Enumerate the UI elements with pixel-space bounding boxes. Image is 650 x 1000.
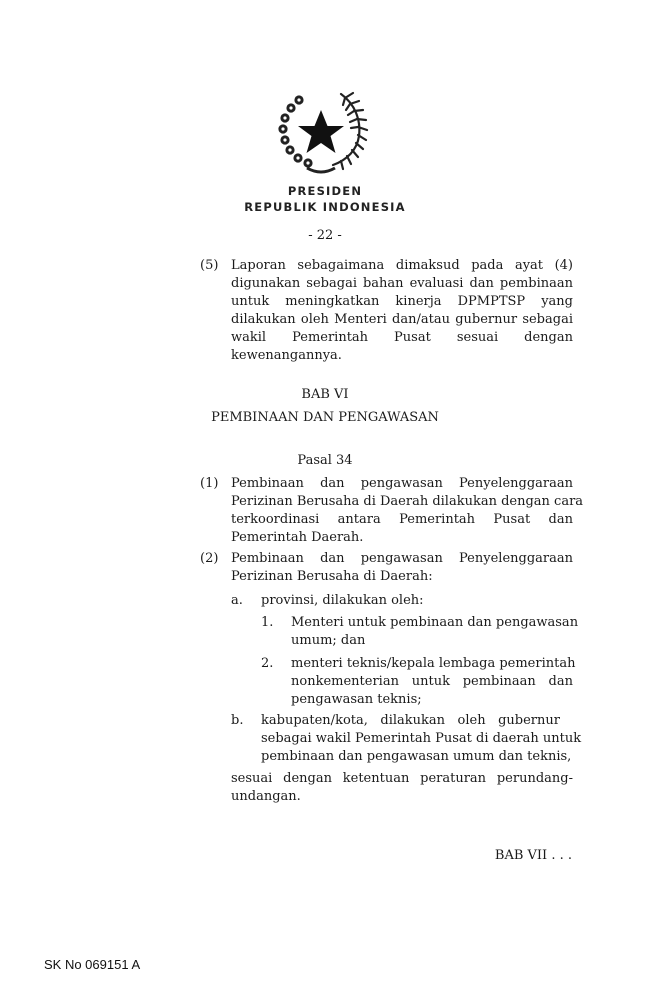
header-title: PRESIDEN xyxy=(287,184,363,198)
subitem-1-label: 1. xyxy=(261,615,274,630)
text-line: Pemerintah Daerah. xyxy=(231,530,364,545)
paragraph-5-text xyxy=(231,257,573,365)
text-line: Pembinaan dan pengawasan Penyelenggaraan xyxy=(231,551,573,566)
text-line: umum; dan xyxy=(291,633,366,648)
text-line: Pembinaan dan pengawasan Penyelenggaraan xyxy=(231,476,573,491)
text-line: sesuai dengan ketentuan peraturan perundang- xyxy=(231,771,573,786)
text-line: kewenangannya. xyxy=(231,348,342,363)
clause-1-text xyxy=(231,475,584,547)
item-b-text xyxy=(261,712,582,766)
text-line: pengawasan teknis; xyxy=(291,692,422,707)
text-line: Menteri untuk pembinaan dan pengawasan xyxy=(291,615,579,630)
text-line: Laporan sebagaimana dimaksud pada ayat (4) xyxy=(231,258,573,273)
text-line: Perizinan Berusaha di Daerah dilakukan dengan cara xyxy=(231,494,584,509)
text-line: terkoordinasi antara Pemerintah Pusat dan xyxy=(231,512,573,527)
item-a-label: a. xyxy=(231,593,243,608)
clause-2-number: (2) xyxy=(200,551,219,566)
presidential-emblem-icon xyxy=(271,86,371,181)
text-line: wakil Pemerintah Pusat sesuai dengan xyxy=(231,330,573,345)
subitem-2-text xyxy=(291,655,576,709)
text-line: kabupaten/kota, dilakukan oleh gubernur xyxy=(261,713,560,728)
subitem-2-label: 2. xyxy=(261,656,274,671)
text-line: nonkementerian untuk pembinaan dan xyxy=(291,674,573,689)
subitem-1-text xyxy=(291,614,579,650)
chapter-number: BAB VI xyxy=(301,387,349,402)
article-title: Pasal 34 xyxy=(297,453,353,468)
text-line: Perizinan Berusaha di Daerah: xyxy=(231,569,433,584)
text-line: dilakukan oleh Menteri dan/atau gubernur sebagai xyxy=(231,312,573,327)
item-b-label: b. xyxy=(231,713,244,728)
text-line: undangan. xyxy=(231,789,301,804)
text-line: untuk meningkatkan kinerja DPMPTSP yang xyxy=(231,294,573,309)
clause-1-number: (1) xyxy=(200,476,219,491)
chapter-title: PEMBINAAN DAN PENGAWASAN xyxy=(211,410,439,425)
next-chapter-catchword: BAB VII . . . xyxy=(494,848,572,863)
clause-2-text xyxy=(231,550,573,586)
page-number: - 22 - xyxy=(308,228,342,243)
header-subtitle: REPUBLIK INDONESIA xyxy=(244,200,406,214)
paragraph-5-number: (5) xyxy=(200,258,219,273)
text-line: digunakan sebagai bahan evaluasi dan pembinaan xyxy=(231,276,573,291)
item-a-text: provinsi, dilakukan oleh: xyxy=(261,593,424,608)
text-line: pembinaan dan pengawasan umum dan teknis, xyxy=(261,749,572,764)
document-serial-number: SK No 069151 A xyxy=(44,957,141,972)
clause-2-closing xyxy=(231,770,573,806)
text-line: sebagai wakil Pemerintah Pusat di daerah untuk xyxy=(261,731,582,746)
text-line: menteri teknis/kepala lembaga pemerintah xyxy=(291,656,576,671)
